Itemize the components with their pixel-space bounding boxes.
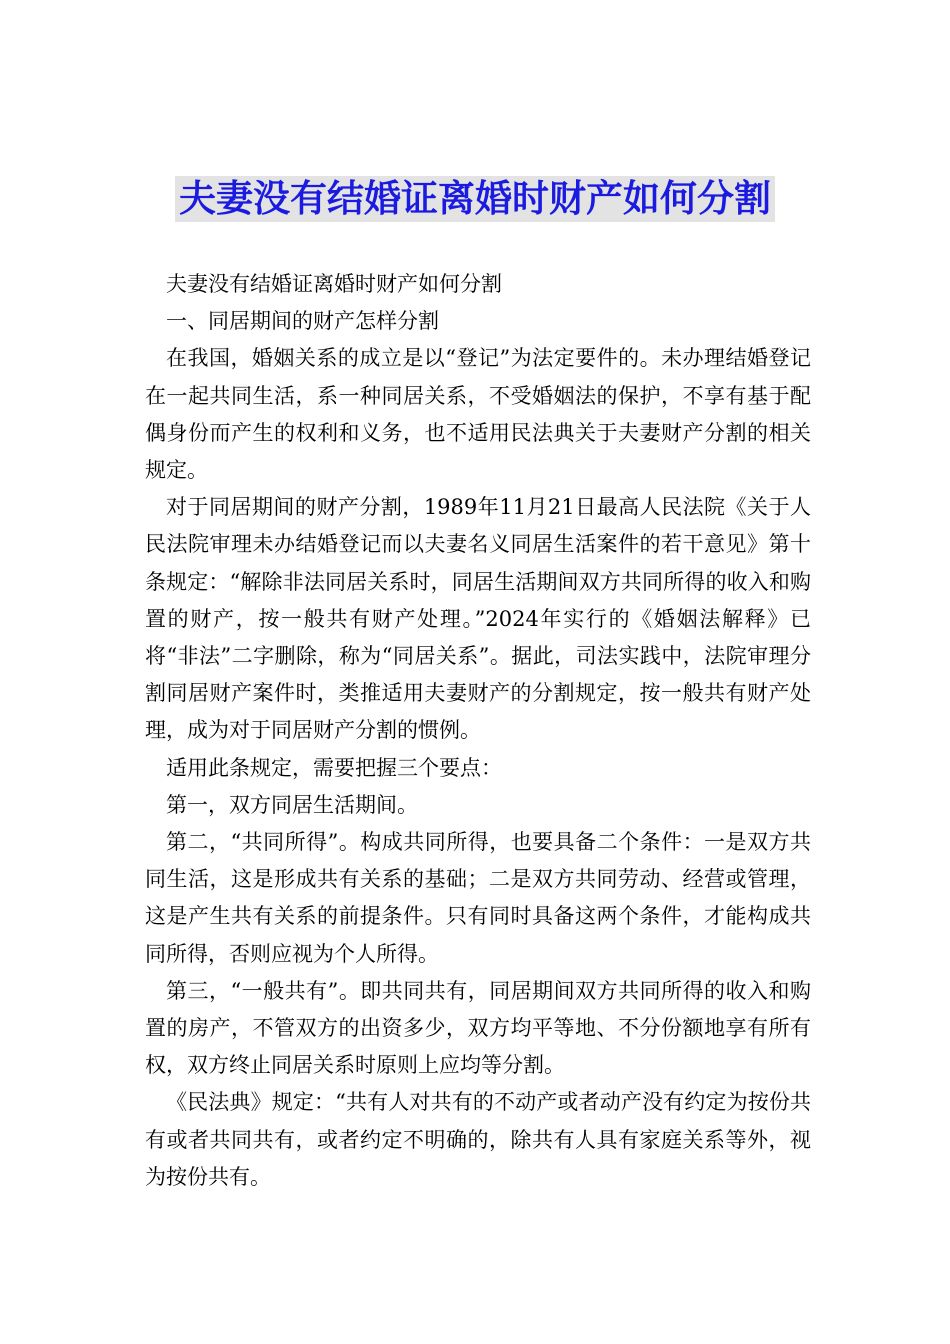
paragraph: 《民法典》规定：“共有人对共有的不动产或者动产没有约定为按份共有或者共同共有，或者约定不明确的，除共有人具有家庭关系等外，视为按份共有。 (145, 1090, 811, 1189)
title-container (0, 176, 950, 222)
section-heading-1: 一、同居期间的财产怎样分割 (166, 309, 439, 334)
document-title: 夫妻没有结婚证离婚时财产如何分割 (175, 176, 775, 222)
paragraph: 第三，“一般共有”。即共同共有，同居期间双方共同所得的收入和购置的房产，不管双方的出资多少，双方均平等地、不分份额地享有所有权，双方终止同居关系时原则上应均等分割。 (145, 978, 811, 1078)
paragraph: 适用此条规定，需要把握三个要点： (166, 755, 502, 780)
paragraph: 第一，双方同居生活期间。 (166, 792, 418, 817)
paragraph: 第二，“共同所得”。构成共同所得，也要具备二个条件：一是双方共同生活，这是形成共有关系的基础；二是双方共同劳动、经营或管理，这是产生共有关系的前提条件。只有同时具备这两个条件，才能构成共同所得，否则应视为个人所得。 (145, 830, 811, 966)
paragraph: 对于同居期间的财产分割，1989年11月21日最高人民法院《关于人民法院审理未办结婚登记而以夫妻名义同居生活案件的若干意见》第十条规定：“解除非法同居关系时，同居生活期间双方共同所得的收入和购置的财产，按一般共有财产处理。”2024年实行的《婚姻法解释》已将“非法”二字删除，称为“同居关系”。据此，司法实践中，法院审理分割同居财产案件时，类推适用夫妻财产的分割规定，按一般共有财产处理，成为对于同居财产分割的惯例。 (145, 495, 811, 743)
paragraph-repeated-title: 夫妻没有结婚证离婚时财产如何分割 (166, 272, 502, 296)
paragraph: 在我国，婚姻关系的成立是以“登记”为法定要件的。未办理结婚登记在一起共同生活，系一种同居关系，不受婚姻法的保护，不享有基于配偶身份而产生的权利和义务，也不适用民法典关于夫妻财产分割的相关规定。 (145, 346, 811, 483)
document-body (145, 266, 811, 1196)
